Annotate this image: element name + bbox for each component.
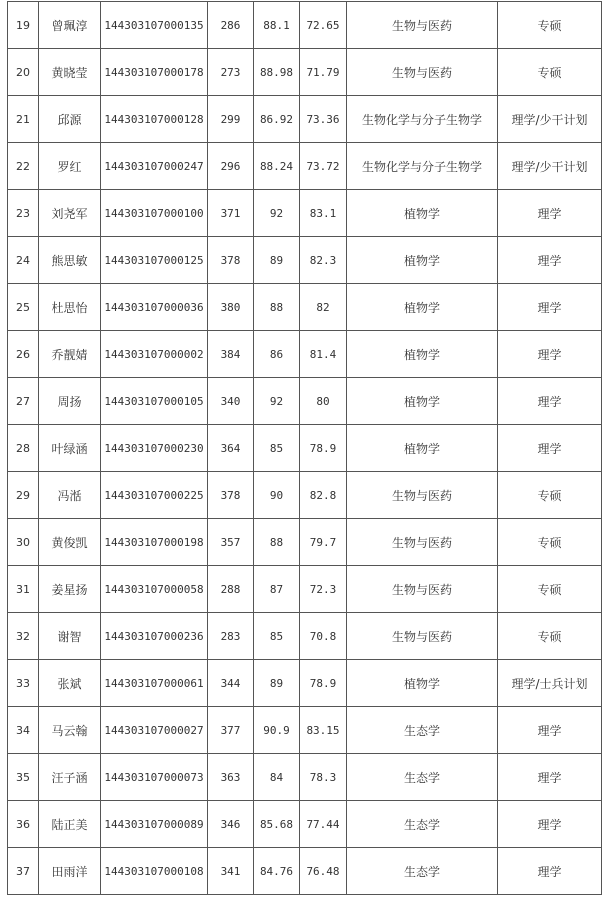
interview-score-cell: 92 xyxy=(254,378,300,425)
table-row xyxy=(8,284,602,331)
exam-id-cell: 144303107000108 xyxy=(101,848,208,895)
name-cell: 叶绿涵 xyxy=(39,425,101,472)
initial-score-cell: 378 xyxy=(208,472,254,519)
interview-score-cell: 85 xyxy=(254,613,300,660)
initial-score-cell: 346 xyxy=(208,801,254,848)
exam-id-cell: 144303107000125 xyxy=(101,237,208,284)
initial-score-cell: 288 xyxy=(208,566,254,613)
exam-id-cell: 144303107000230 xyxy=(101,425,208,472)
table-row xyxy=(8,49,602,96)
total-score-cell: 72.3 xyxy=(300,566,347,613)
initial-score-cell: 377 xyxy=(208,707,254,754)
table-row xyxy=(8,331,602,378)
interview-score-cell: 88.98 xyxy=(254,49,300,96)
exam-id-cell: 144303107000128 xyxy=(101,96,208,143)
table-row xyxy=(8,96,602,143)
initial-score-cell: 296 xyxy=(208,143,254,190)
major-cell: 生物与医药 xyxy=(347,613,498,660)
total-score-cell: 76.48 xyxy=(300,848,347,895)
initial-score-cell: 384 xyxy=(208,331,254,378)
total-score-cell: 81.4 xyxy=(300,331,347,378)
name-cell: 周扬 xyxy=(39,378,101,425)
admission-list-table xyxy=(7,1,602,895)
major-cell: 生态学 xyxy=(347,754,498,801)
table-row xyxy=(8,425,602,472)
exam-id-cell: 144303107000225 xyxy=(101,472,208,519)
table-row xyxy=(8,848,602,895)
initial-score-cell: 283 xyxy=(208,613,254,660)
seq-number-cell: 35 xyxy=(8,754,39,801)
seq-number-cell: 34 xyxy=(8,707,39,754)
initial-score-cell: 363 xyxy=(208,754,254,801)
name-cell: 谢智 xyxy=(39,613,101,660)
table-row xyxy=(8,754,602,801)
interview-score-cell: 86.92 xyxy=(254,96,300,143)
major-cell: 生物化学与分子生物学 xyxy=(347,96,498,143)
major-cell: 生物与医药 xyxy=(347,566,498,613)
total-score-cell: 78.9 xyxy=(300,660,347,707)
interview-score-cell: 89 xyxy=(254,660,300,707)
interview-score-cell: 86 xyxy=(254,331,300,378)
table-row xyxy=(8,190,602,237)
initial-score-cell: 380 xyxy=(208,284,254,331)
interview-score-cell: 88 xyxy=(254,284,300,331)
seq-number-cell: 25 xyxy=(8,284,39,331)
interview-score-cell: 88 xyxy=(254,519,300,566)
exam-id-cell: 144303107000105 xyxy=(101,378,208,425)
exam-id-cell: 144303107000178 xyxy=(101,49,208,96)
name-cell: 田雨洋 xyxy=(39,848,101,895)
total-score-cell: 73.72 xyxy=(300,143,347,190)
category-cell: 理学 xyxy=(498,190,602,237)
category-cell: 理学/少干计划 xyxy=(498,143,602,190)
name-cell: 陆正美 xyxy=(39,801,101,848)
interview-score-cell: 88.24 xyxy=(254,143,300,190)
initial-score-cell: 364 xyxy=(208,425,254,472)
total-score-cell: 83.1 xyxy=(300,190,347,237)
category-cell: 理学/少干计划 xyxy=(498,96,602,143)
interview-score-cell: 84.76 xyxy=(254,848,300,895)
interview-score-cell: 88.1 xyxy=(254,2,300,49)
name-cell: 姜星扬 xyxy=(39,566,101,613)
initial-score-cell: 371 xyxy=(208,190,254,237)
major-cell: 植物学 xyxy=(347,331,498,378)
table-row xyxy=(8,566,602,613)
major-cell: 生态学 xyxy=(347,848,498,895)
category-cell: 理学 xyxy=(498,754,602,801)
initial-score-cell: 273 xyxy=(208,49,254,96)
total-score-cell: 82.3 xyxy=(300,237,347,284)
interview-score-cell: 92 xyxy=(254,190,300,237)
table-row xyxy=(8,801,602,848)
table-row xyxy=(8,660,602,707)
name-cell: 黄晓莹 xyxy=(39,49,101,96)
major-cell: 植物学 xyxy=(347,284,498,331)
interview-score-cell: 90 xyxy=(254,472,300,519)
table-row xyxy=(8,472,602,519)
interview-score-cell: 84 xyxy=(254,754,300,801)
initial-score-cell: 299 xyxy=(208,96,254,143)
exam-id-cell: 144303107000135 xyxy=(101,2,208,49)
exam-id-cell: 144303107000036 xyxy=(101,284,208,331)
table-row xyxy=(8,519,602,566)
major-cell: 生物与医药 xyxy=(347,472,498,519)
category-cell: 专硕 xyxy=(498,2,602,49)
total-score-cell: 82 xyxy=(300,284,347,331)
category-cell: 理学 xyxy=(498,801,602,848)
interview-score-cell: 85 xyxy=(254,425,300,472)
category-cell: 理学 xyxy=(498,237,602,284)
interview-score-cell: 89 xyxy=(254,237,300,284)
initial-score-cell: 286 xyxy=(208,2,254,49)
seq-number-cell: 33 xyxy=(8,660,39,707)
seq-number-cell: 21 xyxy=(8,96,39,143)
seq-number-cell: 31 xyxy=(8,566,39,613)
category-cell: 专硕 xyxy=(498,566,602,613)
exam-id-cell: 144303107000247 xyxy=(101,143,208,190)
category-cell: 专硕 xyxy=(498,472,602,519)
total-score-cell: 77.44 xyxy=(300,801,347,848)
seq-number-cell: 22 xyxy=(8,143,39,190)
category-cell: 理学 xyxy=(498,848,602,895)
major-cell: 生态学 xyxy=(347,801,498,848)
major-cell: 生态学 xyxy=(347,707,498,754)
total-score-cell: 78.3 xyxy=(300,754,347,801)
name-cell: 曾珮淳 xyxy=(39,2,101,49)
initial-score-cell: 340 xyxy=(208,378,254,425)
category-cell: 理学/士兵计划 xyxy=(498,660,602,707)
exam-id-cell: 144303107000061 xyxy=(101,660,208,707)
exam-id-cell: 144303107000073 xyxy=(101,754,208,801)
total-score-cell: 72.65 xyxy=(300,2,347,49)
total-score-cell: 83.15 xyxy=(300,707,347,754)
category-cell: 理学 xyxy=(498,331,602,378)
name-cell: 罗红 xyxy=(39,143,101,190)
table-row xyxy=(8,237,602,284)
name-cell: 马云翰 xyxy=(39,707,101,754)
exam-id-cell: 144303107000236 xyxy=(101,613,208,660)
name-cell: 张斌 xyxy=(39,660,101,707)
initial-score-cell: 357 xyxy=(208,519,254,566)
category-cell: 专硕 xyxy=(498,519,602,566)
major-cell: 生物与医药 xyxy=(347,49,498,96)
seq-number-cell: 29 xyxy=(8,472,39,519)
interview-score-cell: 90.9 xyxy=(254,707,300,754)
table-row xyxy=(8,707,602,754)
interview-score-cell: 87 xyxy=(254,566,300,613)
seq-number-cell: 27 xyxy=(8,378,39,425)
category-cell: 理学 xyxy=(498,284,602,331)
total-score-cell: 70.8 xyxy=(300,613,347,660)
major-cell: 生物化学与分子生物学 xyxy=(347,143,498,190)
seq-number-cell: 30 xyxy=(8,519,39,566)
table-row xyxy=(8,613,602,660)
table-row xyxy=(8,2,602,49)
major-cell: 植物学 xyxy=(347,378,498,425)
major-cell: 植物学 xyxy=(347,425,498,472)
category-cell: 理学 xyxy=(498,378,602,425)
seq-number-cell: 32 xyxy=(8,613,39,660)
initial-score-cell: 378 xyxy=(208,237,254,284)
major-cell: 生物与医药 xyxy=(347,2,498,49)
name-cell: 汪子涵 xyxy=(39,754,101,801)
name-cell: 熊思敏 xyxy=(39,237,101,284)
major-cell: 植物学 xyxy=(347,237,498,284)
total-score-cell: 80 xyxy=(300,378,347,425)
name-cell: 杜思怡 xyxy=(39,284,101,331)
exam-id-cell: 144303107000027 xyxy=(101,707,208,754)
name-cell: 刘尧军 xyxy=(39,190,101,237)
total-score-cell: 79.7 xyxy=(300,519,347,566)
exam-id-cell: 144303107000002 xyxy=(101,331,208,378)
exam-id-cell: 144303107000089 xyxy=(101,801,208,848)
seq-number-cell: 37 xyxy=(8,848,39,895)
category-cell: 理学 xyxy=(498,707,602,754)
initial-score-cell: 344 xyxy=(208,660,254,707)
seq-number-cell: 26 xyxy=(8,331,39,378)
seq-number-cell: 20 xyxy=(8,49,39,96)
table-row xyxy=(8,143,602,190)
total-score-cell: 82.8 xyxy=(300,472,347,519)
seq-number-cell: 19 xyxy=(8,2,39,49)
seq-number-cell: 24 xyxy=(8,237,39,284)
total-score-cell: 71.79 xyxy=(300,49,347,96)
name-cell: 乔靓婧 xyxy=(39,331,101,378)
exam-id-cell: 144303107000198 xyxy=(101,519,208,566)
category-cell: 专硕 xyxy=(498,613,602,660)
total-score-cell: 78.9 xyxy=(300,425,347,472)
category-cell: 理学 xyxy=(498,425,602,472)
exam-id-cell: 144303107000100 xyxy=(101,190,208,237)
initial-score-cell: 341 xyxy=(208,848,254,895)
total-score-cell: 73.36 xyxy=(300,96,347,143)
exam-id-cell: 144303107000058 xyxy=(101,566,208,613)
table-row xyxy=(8,378,602,425)
major-cell: 生物与医药 xyxy=(347,519,498,566)
major-cell: 植物学 xyxy=(347,190,498,237)
name-cell: 邱源 xyxy=(39,96,101,143)
category-cell: 专硕 xyxy=(498,49,602,96)
interview-score-cell: 85.68 xyxy=(254,801,300,848)
seq-number-cell: 23 xyxy=(8,190,39,237)
major-cell: 植物学 xyxy=(347,660,498,707)
name-cell: 冯湉 xyxy=(39,472,101,519)
seq-number-cell: 36 xyxy=(8,801,39,848)
name-cell: 黄俊凯 xyxy=(39,519,101,566)
seq-number-cell: 28 xyxy=(8,425,39,472)
